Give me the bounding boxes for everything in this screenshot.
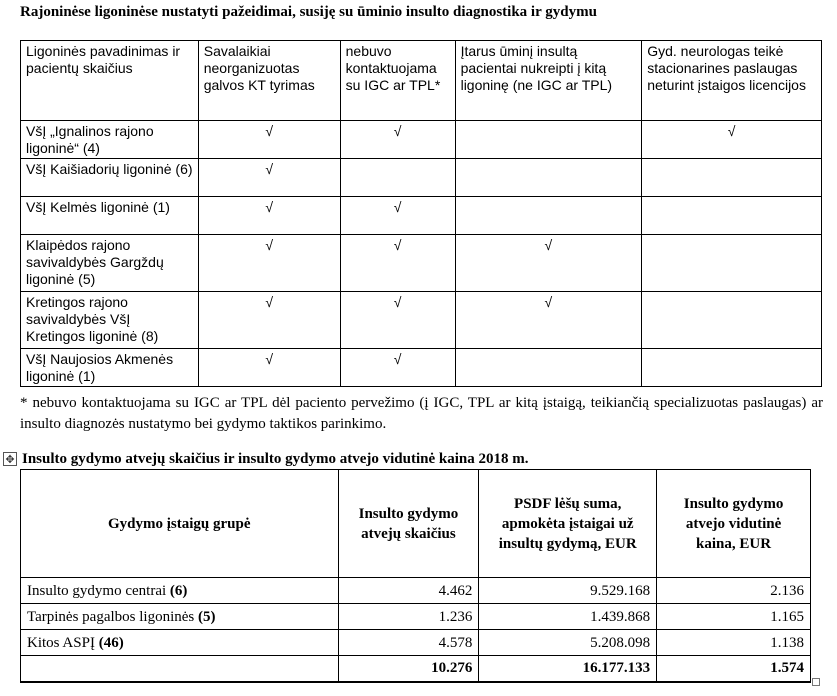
header-avg: Insulto gydymo atvejo vidutinė kaina, EUR xyxy=(657,470,811,578)
header-group: Gydymo įstaigų grupė xyxy=(21,470,339,578)
check-mark: √ xyxy=(340,121,455,159)
header-referred: Įtarus ūminį insultą pacientai nukreipti į kitą ligoninę (ne IGC ar TPL) xyxy=(455,41,642,121)
total-sum: 16.177.133 xyxy=(479,656,657,682)
hospital-name: VšĮ Kaišiadorių ligoninė (6) xyxy=(21,159,199,197)
table-row xyxy=(21,630,811,656)
check-mark: √ xyxy=(340,197,455,235)
total-cases: 10.276 xyxy=(338,656,479,682)
check-mark xyxy=(642,197,822,235)
total-avg: 1.574 xyxy=(657,656,811,682)
check-mark xyxy=(455,197,642,235)
document-title-1: Rajoninėse ligoninėse nustatyti pažeidimai, susiję su ūminio insulto diagnostika ir gydymu xyxy=(20,4,597,20)
header-license: Gyd. neurologas teikė stacionarines paslaugas neturint įstaigos licencijos xyxy=(642,41,822,121)
hospital-name: Klaipėdos rajono savivaldybės Gargždų ligoninė (5) xyxy=(21,235,199,292)
table-row xyxy=(21,292,822,349)
table-move-handle-icon[interactable]: ✥ xyxy=(3,452,17,466)
check-mark: √ xyxy=(198,349,340,387)
footnote: * nebuvo kontaktuojama su IGC ar TPL dėl paciento pervežimo (į IGC, TPL ar kitą įstaigą, teikiančią specializuotas paslaugas) ar insulto diagnozės nustatymo bei gydymo taktikos parinkimo. xyxy=(20,395,823,432)
document-title-2: Insulto gydymo atvejų skaičius ir insulto gydymo atvejo vidutinė kaina 2018 m. xyxy=(22,451,529,467)
sum-value: 5.208.098 xyxy=(479,630,657,656)
check-mark: √ xyxy=(198,197,340,235)
sum-value: 1.439.868 xyxy=(479,604,657,630)
total-label xyxy=(21,656,339,682)
check-mark xyxy=(642,159,822,197)
table-row xyxy=(21,235,822,292)
check-mark: √ xyxy=(198,121,340,159)
check-mark: √ xyxy=(455,292,642,349)
check-mark xyxy=(455,349,642,387)
total-row xyxy=(21,656,811,682)
hospital-name: Kretingos rajono savivaldybės VšĮ Kretingos ligoninė (8) xyxy=(21,292,199,349)
group-count: (5) xyxy=(198,608,216,625)
hospital-name: VšĮ „Ignalinos rajono ligoninė“ (4) xyxy=(21,121,199,159)
table-row xyxy=(21,604,811,630)
check-mark: √ xyxy=(198,159,340,197)
avg-value: 1.138 xyxy=(657,630,811,656)
group-name xyxy=(21,578,339,604)
sum-value: 9.529.168 xyxy=(479,578,657,604)
hospital-name: VšĮ Naujosios Akmenės ligoninė (1) xyxy=(21,349,199,387)
cases-value: 4.578 xyxy=(338,630,479,656)
check-mark xyxy=(340,159,455,197)
table-row xyxy=(21,159,822,197)
check-mark: √ xyxy=(340,349,455,387)
hospital-name: VšĮ Kelmės ligoninė (1) xyxy=(21,197,199,235)
check-mark xyxy=(642,235,822,292)
header-cases: Insulto gydymo atvejų skaičius xyxy=(338,470,479,578)
table-header-row xyxy=(21,470,811,578)
group-label: Kitos ASPĮ xyxy=(27,634,95,651)
check-mark: √ xyxy=(340,292,455,349)
avg-value: 2.136 xyxy=(657,578,811,604)
header-igc: nebuvo kontaktuojama su IGC ar TPL* xyxy=(340,41,455,121)
table-resize-handle[interactable] xyxy=(812,678,820,686)
table-row xyxy=(21,197,822,235)
group-count: (6) xyxy=(169,582,188,599)
check-mark: √ xyxy=(455,235,642,292)
check-mark xyxy=(642,349,822,387)
check-mark: √ xyxy=(642,121,822,159)
check-mark: √ xyxy=(340,235,455,292)
table-row xyxy=(21,349,822,387)
table-row xyxy=(21,121,822,159)
check-mark: √ xyxy=(198,235,340,292)
group-label: Insulto gydymo centrai xyxy=(27,582,167,599)
header-hospital: Ligoninės pavadinimas ir pacientų skaičius xyxy=(21,41,199,121)
table-row xyxy=(21,578,811,604)
header-sum: PSDF lėšų suma, apmokėta įstaigai už insultų gydymą, EUR xyxy=(479,470,657,578)
stroke-cost-table xyxy=(20,469,811,683)
group-count: (46) xyxy=(98,634,124,651)
table-header-row xyxy=(21,41,822,121)
check-mark xyxy=(455,121,642,159)
avg-value: 1.165 xyxy=(657,604,811,630)
group-label: Tarpinės pagalbos ligoninės xyxy=(27,608,195,625)
cases-value: 1.236 xyxy=(338,604,479,630)
cases-value: 4.462 xyxy=(338,578,479,604)
check-mark: √ xyxy=(198,292,340,349)
group-name xyxy=(21,604,339,630)
header-ct: Savalaikiai neorganizuotas galvos KT tyrimas xyxy=(198,41,340,121)
check-mark xyxy=(642,292,822,349)
check-mark xyxy=(455,159,642,197)
violations-table xyxy=(20,40,822,387)
group-name xyxy=(21,630,339,656)
